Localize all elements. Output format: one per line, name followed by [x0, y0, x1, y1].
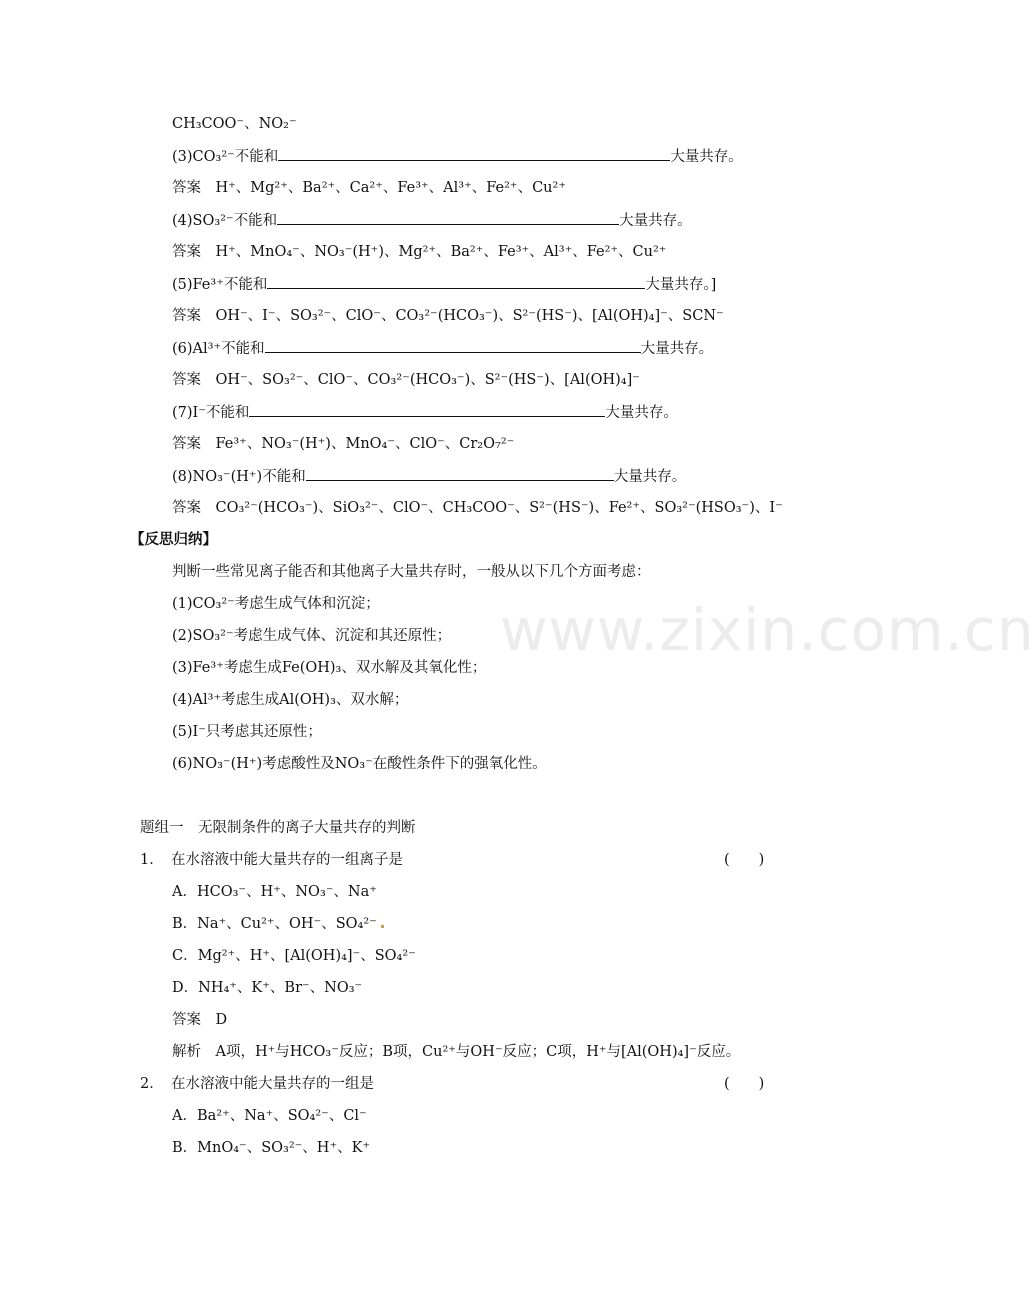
answer-6: 答案 OH⁻、SO₃²⁻、ClO⁻、CO₃²⁻(HCO₃⁻)、S²⁻(HS⁻)、[Al(OH)₄]⁻: [172, 372, 640, 388]
option-b: [172, 914, 384, 934]
question-text: (5)Fe³⁺不能和: [172, 277, 268, 293]
answer: 答案 D: [172, 1012, 228, 1028]
option-b: B．MnO₄⁻、SO₃²⁻、H⁺、K⁺: [172, 1140, 371, 1156]
fill-blank[interactable]: [249, 402, 605, 417]
question-5: [172, 274, 716, 295]
question-text: (7)I⁻不能和: [172, 405, 250, 421]
answer-paren: ( ): [724, 852, 765, 868]
question-suffix: 大量共存。: [613, 469, 687, 485]
question-3: [172, 146, 743, 167]
question-7: [172, 402, 678, 423]
fill-blank[interactable]: [277, 210, 619, 225]
question-4: [172, 210, 692, 231]
list-item: (1)CO₃²⁻考虑生成气体和沉淀；: [172, 596, 380, 612]
problem-1-stem: 1． 在水溶液中能大量共存的一组离子是: [140, 852, 403, 868]
list-item: (5)I⁻只考虑其还原性；: [172, 724, 322, 740]
fill-blank[interactable]: [278, 146, 670, 161]
fill-blank[interactable]: [265, 338, 641, 353]
watermark: www.zixin.com.cn: [500, 596, 1035, 664]
answer-4: 答案 H⁺、MnO₄⁻、NO₃⁻(H⁺)、Mg²⁺、Ba²⁺、Fe³⁺、Al³⁺、Fe²⁺、Cu²⁺: [172, 244, 667, 260]
option-a: A．Ba²⁺、Na⁺、SO₄²⁻、Cl⁻: [172, 1108, 367, 1124]
fill-blank[interactable]: [306, 466, 614, 481]
question-suffix: 大量共存。: [619, 213, 692, 229]
group-title: 题组一 无限制条件的离子大量共存的判断: [140, 820, 416, 836]
question-suffix: 大量共存。]: [645, 277, 717, 293]
answer-7: 答案 Fe³⁺、NO₃⁻(H⁺)、MnO₄⁻、ClO⁻、Cr₂O₇²⁻: [172, 436, 515, 452]
option-text: B．Na⁺、Cu²⁺、OH⁻、SO₄²⁻: [172, 916, 377, 932]
question-text: (6)Al³⁺不能和: [172, 341, 265, 357]
question-suffix: 大量共存。: [605, 405, 678, 421]
list-item: (4)Al³⁺考虑生成Al(OH)₃、双水解；: [172, 692, 409, 708]
question-suffix: 大量共存。: [670, 149, 743, 165]
answer-paren: ( ): [724, 1076, 765, 1092]
option-c: C．Mg²⁺、H⁺、[Al(OH)₄]⁻、SO₄²⁻: [172, 948, 416, 964]
question-suffix: 大量共存。: [640, 341, 714, 357]
problem-2-stem: 2． 在水溶液中能大量共存的一组是: [140, 1076, 374, 1092]
question-text: (3)CO₃²⁻不能和: [172, 149, 279, 165]
marker-dot: [381, 925, 384, 928]
question-text: (8)NO₃⁻(H⁺)不能和: [172, 469, 306, 485]
explanation: 解析 A项，H⁺与HCO₃⁻反应；B项，Cu²⁺与OH⁻反应；C项，H⁺与[Al(OH)₄]⁻反应。: [172, 1044, 741, 1060]
section-title: 【反思归纳】: [130, 531, 217, 548]
list-item: (2)SO₃²⁻考虑生成气体、沉淀和其还原性；: [172, 628, 452, 644]
answer-3: 答案 H⁺、Mg²⁺、Ba²⁺、Ca²⁺、Fe³⁺、Al³⁺、Fe²⁺、Cu²⁺: [172, 180, 566, 196]
list-item: (3)Fe³⁺考虑生成Fe(OH)₃、双水解及其氧化性；: [172, 660, 487, 676]
question-6: [172, 338, 713, 359]
option-a: A．HCO₃⁻、H⁺、NO₃⁻、Na⁺: [172, 884, 377, 900]
question-8: [172, 466, 686, 487]
answer-8: 答案 CO₃²⁻(HCO₃⁻)、SiO₃²⁻、ClO⁻、CH₃COO⁻、S²⁻(HS⁻)、Fe²⁺、SO₃²⁻(HSO₃⁻)、I⁻: [172, 500, 783, 516]
section-intro: 判断一些常见离子能否和其他离子大量共存时，一般从以下几个方面考虑：: [172, 564, 651, 580]
answer-5: 答案 OH⁻、I⁻、SO₃²⁻、ClO⁻、CO₃²⁻(HCO₃⁻)、S²⁻(HS⁻)、[Al(OH)₄]⁻、SCN⁻: [172, 308, 724, 324]
option-d: D．NH₄⁺、K⁺、Br⁻、NO₃⁻: [172, 980, 363, 996]
fill-blank[interactable]: [267, 274, 645, 289]
question-text: (4)SO₃²⁻不能和: [172, 213, 278, 229]
text-line: CH₃COO⁻、NO₂⁻: [172, 116, 297, 132]
list-item: (6)NO₃⁻(H⁺)考虑酸性及NO₃⁻在酸性条件下的强氧化性。: [172, 756, 547, 772]
